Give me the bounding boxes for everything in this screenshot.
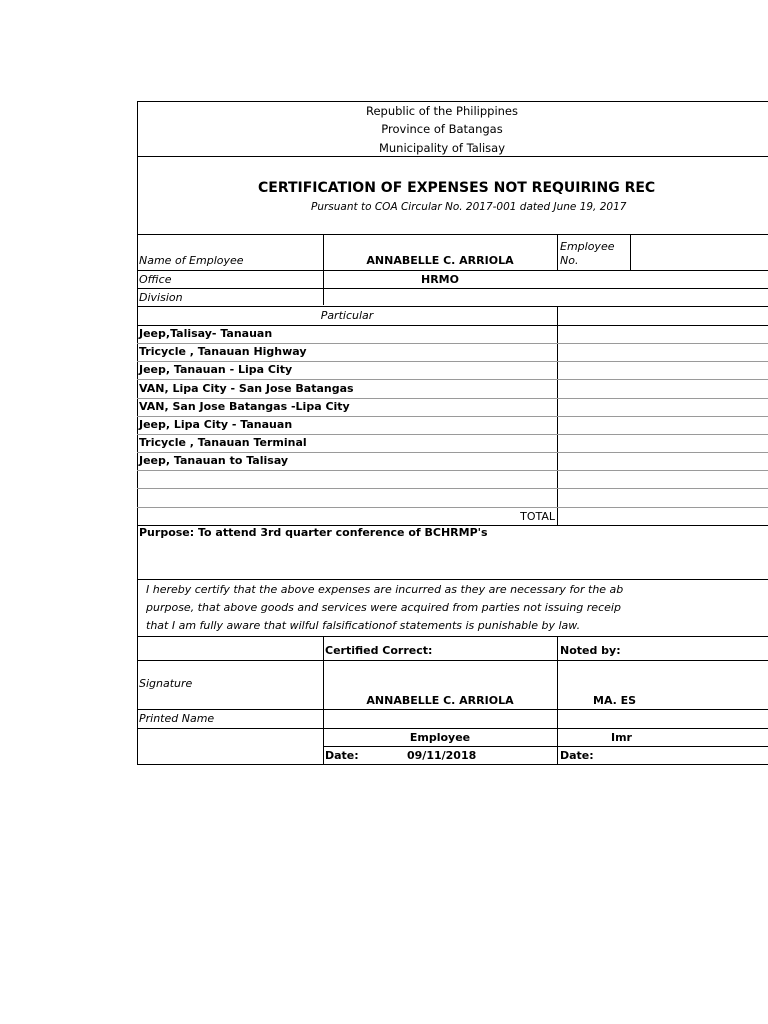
employee-no-label-2: No. xyxy=(560,254,579,267)
row-line-4 xyxy=(137,398,768,399)
signature-row-line-1 xyxy=(137,660,768,661)
employee-name-value: ANNABELLE C. ARRIOLA xyxy=(366,254,514,267)
form-bottom-border xyxy=(137,764,768,765)
row-line-2 xyxy=(137,361,768,362)
particular-item: Tricycle , Tanauan Highway xyxy=(139,345,307,358)
form-top-border xyxy=(137,101,768,102)
header-republic: Republic of the Philippines xyxy=(365,104,519,118)
row-line-office xyxy=(137,288,768,289)
row-line-8 xyxy=(137,470,768,471)
particular-item: Jeep, Lipa City - Tanauan xyxy=(139,418,293,431)
row-line-particular-header xyxy=(137,325,768,326)
total-label: TOTAL xyxy=(520,510,555,523)
employee-name-label: Name of Employee xyxy=(139,254,244,267)
certified-position: Employee xyxy=(409,731,471,744)
row-line-1 xyxy=(137,343,768,344)
row-line-10 xyxy=(137,507,768,508)
row-line-5 xyxy=(137,416,768,417)
particular-item: Jeep, Tanauan - Lipa City xyxy=(139,363,293,376)
form-title: CERTIFICATION OF EXPENSES NOT REQUIRING REC xyxy=(258,180,656,196)
certified-name: ANNABELLE C. ARRIOLA xyxy=(366,694,514,707)
purpose-divider xyxy=(137,579,768,580)
employee-no-bottom xyxy=(557,270,631,271)
row-line-3 xyxy=(137,379,768,380)
signature-row-line-4 xyxy=(323,746,768,747)
office-value: HRMO xyxy=(421,273,459,286)
row-line-7 xyxy=(137,452,768,453)
certified-date-value: 09/11/2018 xyxy=(407,749,477,762)
certified-correct-label: Certified Correct: xyxy=(325,644,433,657)
row-line-name-right xyxy=(631,270,768,271)
signature-label: Signature xyxy=(139,677,193,690)
noted-name: MA. ES xyxy=(593,694,637,707)
printed-name-label: Printed Name xyxy=(139,712,215,725)
noted-by-label: Noted by: xyxy=(560,644,621,657)
employee-no-label-1: Employee xyxy=(560,240,615,253)
particular-item: Jeep,Talisay- Tanauan xyxy=(139,327,273,340)
office-label: Office xyxy=(139,273,172,286)
particular-item: VAN, Lipa City - San Jose Batangas xyxy=(139,382,354,395)
row-line-name xyxy=(137,270,557,271)
signature-row-line-2 xyxy=(137,709,768,710)
certified-date-label: Date: xyxy=(325,749,359,762)
noted-position: Imr xyxy=(611,731,632,744)
particular-item: Jeep, Tanauan to Talisay xyxy=(139,454,289,467)
certification-form xyxy=(137,101,768,765)
employee-no-right xyxy=(630,234,631,270)
purpose-text: Purpose: To attend 3rd quarter conference of BCHRMP's xyxy=(139,526,488,539)
division-label: Division xyxy=(139,291,183,304)
certification-line-1: I hereby certify that the above expenses are incurred as they are necessary for the ab xyxy=(146,583,624,596)
noted-date-label: Date: xyxy=(560,749,594,762)
title-divider xyxy=(137,234,768,235)
row-line-6 xyxy=(137,434,768,435)
certification-line-3: that I am fully aware that wilful falsificationof statements is punishable by law. xyxy=(146,619,581,632)
particular-item: Tricycle , Tanauan Terminal xyxy=(139,436,307,449)
header-municipality: Municipality of Talisay xyxy=(378,141,506,155)
certification-divider xyxy=(137,636,768,637)
certification-line-2: purpose, that above goods and services were acquired from parties not issuing receip xyxy=(146,601,621,614)
form-subtitle: Pursuant to COA Circular No. 2017-001 dated June 19, 2017 xyxy=(311,201,627,213)
row-line-division xyxy=(137,306,768,307)
header-divider xyxy=(137,156,768,157)
particular-header: Particular xyxy=(320,309,374,322)
particular-item: VAN, San Jose Batangas -Lipa City xyxy=(139,400,350,413)
form-left-border xyxy=(137,101,138,765)
row-line-9 xyxy=(137,488,768,489)
header-province: Province of Batangas xyxy=(381,122,503,136)
signature-row-line-3 xyxy=(137,728,768,729)
